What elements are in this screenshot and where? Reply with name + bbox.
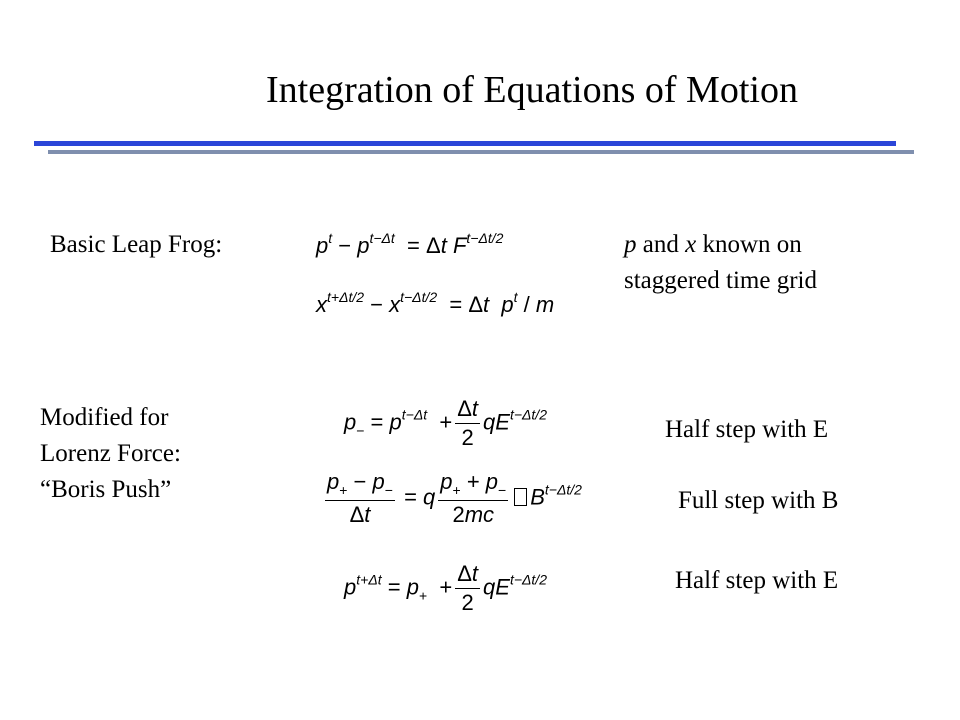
leapfrog-note-line1 [624,228,802,261]
var-x: x [685,231,697,258]
cross-product-symbol-icon [514,488,527,506]
leapfrog-momentum-equation: $p^t - p^{t-\Delta t} = \Delta t$ $F^{t-\Delta t/2}$ [316,230,504,258]
boris-label-line2: Lorenz Force: [40,440,181,467]
note-and: and [636,231,686,258]
leapfrog-position-equation: $x^{t+\Delta t/2} - x^{t-\Delta t/2} = \Delta t$ $p^t$ / m [316,289,555,317]
slide-title: Integration of Equations of Motion [266,69,798,111]
boris-step1-note: Half step with E [665,416,829,443]
boris-label-line1: Modified for [40,404,169,431]
leapfrog-note-line2: staggered time grid [624,267,817,294]
boris-label-line3: “Boris Push” [40,476,172,503]
boris-half-step-e-equation-1: $p_- = p^{t-\Delta t}$ + $\frac{\Delta t}{2}$ $qE^{t-\Delta t/2}$ [344,396,547,450]
boris-step3-note: Half step with E [675,567,839,594]
boris-half-step-e-equation-2: $p^{t+\Delta t} = p_+$ + $\frac{\Delta t}{2}$ $qE^{t-\Delta t/2}$ [344,561,547,615]
leapfrog-label: Basic Leap Frog: [50,231,223,258]
note-rest: known on [696,231,802,258]
boris-full-step-b-equation: $\frac{p_+ - p_-}{\Delta t}$ = q $\frac{p_+ + p_-}{2mc}$ $B^{t-\Delta t/2}$ [327,469,582,527]
boris-step2-note: Full step with B [678,487,839,514]
title-underline-gray [48,150,914,154]
title-underline-blue [34,141,896,146]
var-p: p [624,231,637,258]
